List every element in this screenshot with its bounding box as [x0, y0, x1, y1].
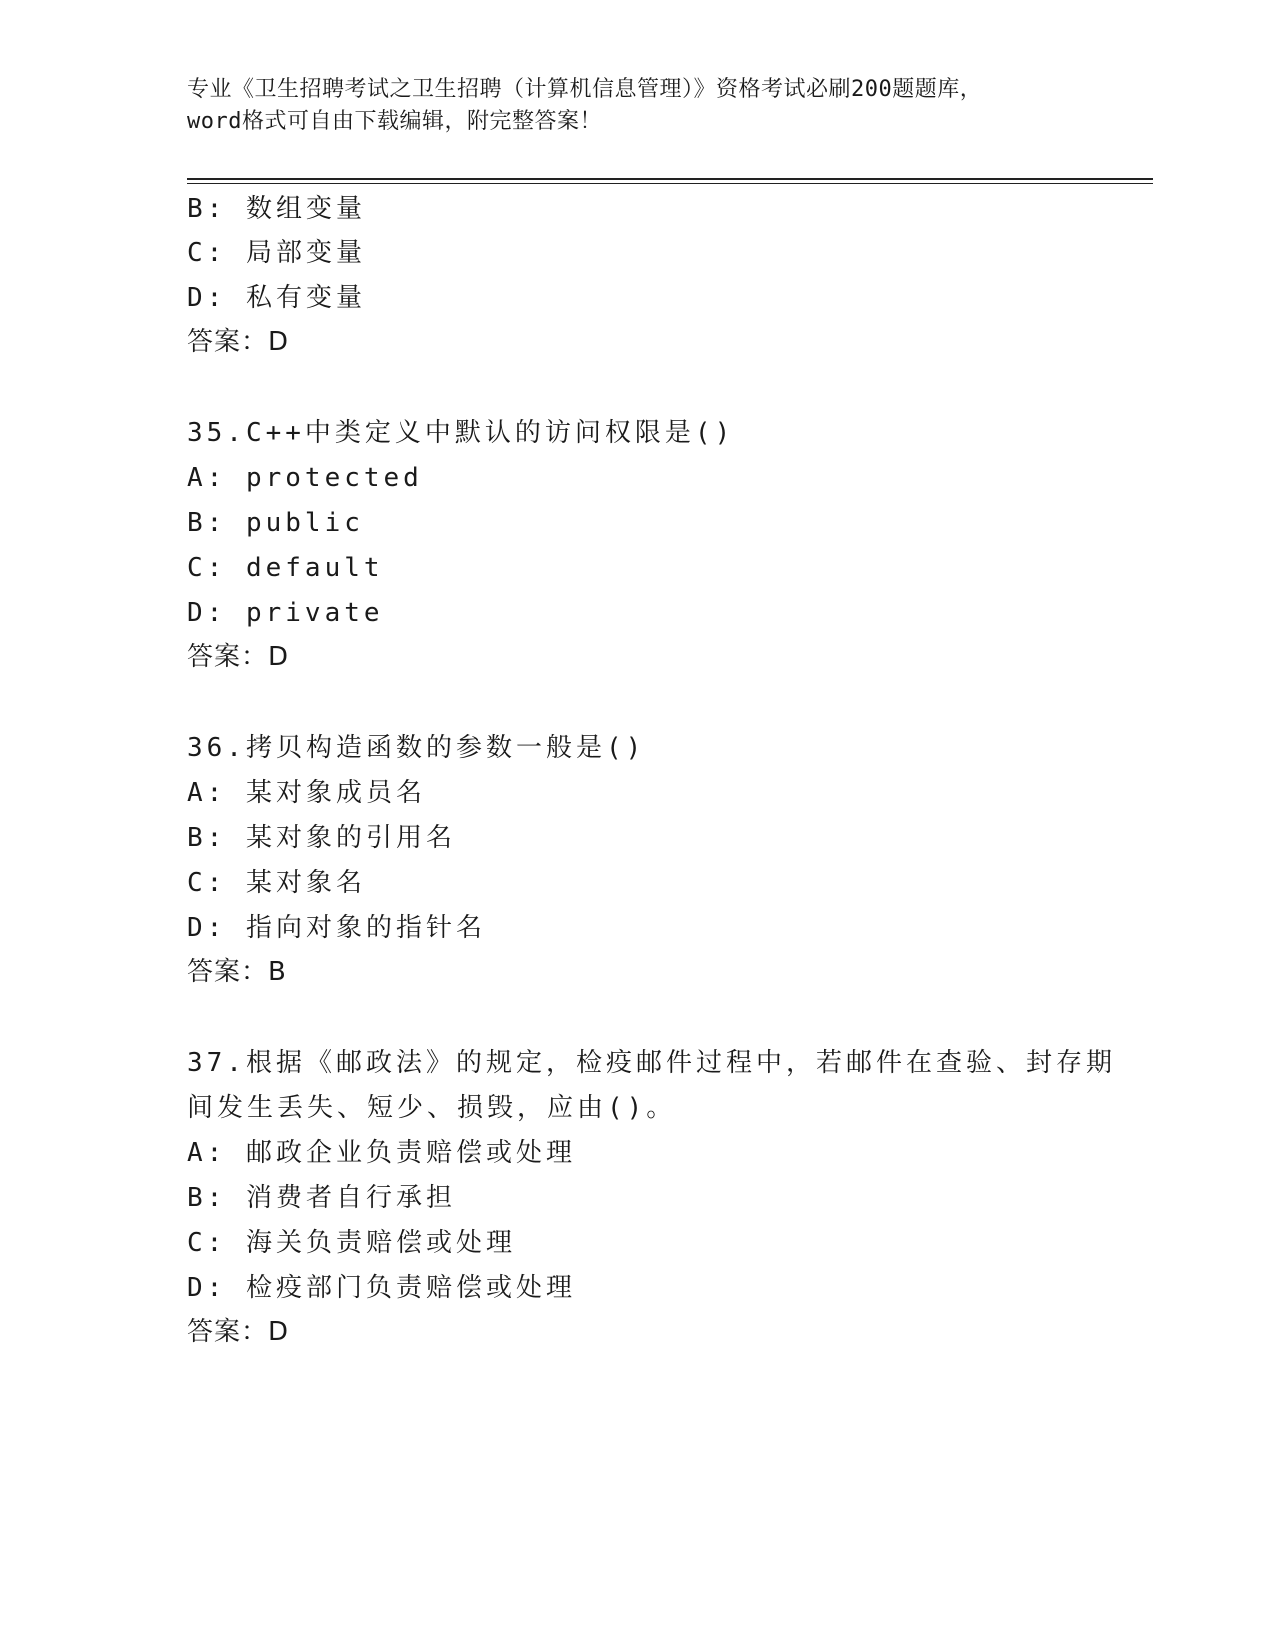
q34-option-c: C: 局部变量	[187, 238, 366, 268]
q36-option-b: B: 某对象的引用名	[187, 823, 456, 853]
q36-option-a: A: 某对象成员名	[187, 778, 426, 808]
header-divider-thick	[187, 178, 1153, 180]
q36-option-d: D: 指向对象的指针名	[187, 913, 486, 943]
q35-option-d: D: private	[187, 598, 384, 628]
q37-option-a: A: 邮政企业负责赔偿或处理	[187, 1138, 576, 1168]
q37-stem-line-2: 间发生丢失、短少、损毁，应由()。	[187, 1093, 677, 1123]
q34-answer: 答案：D	[187, 327, 290, 357]
q36-stem: 36.拷贝构造函数的参数一般是()	[187, 733, 646, 763]
q37-option-b: B: 消费者自行承担	[187, 1183, 456, 1213]
q37-option-c: C: 海关负责赔偿或处理	[187, 1228, 516, 1258]
q37-stem-line-1: 37.根据《邮政法》的规定，检疫邮件过程中，若邮件在查验、封存期	[187, 1048, 1116, 1078]
q35-stem: 35.C++中类定义中默认的访问权限是()	[187, 418, 735, 448]
q35-option-a: A: protected	[187, 463, 423, 493]
q37-option-d: D: 检疫部门负责赔偿或处理	[187, 1273, 576, 1303]
q34-option-d: D: 私有变量	[187, 283, 366, 313]
header-divider-thin	[187, 183, 1153, 184]
document-header	[187, 74, 1087, 138]
q34-option-b: B: 数组变量	[187, 194, 366, 224]
header-line-2: word格式可自由下载编辑，附完整答案！	[187, 109, 602, 134]
q35-option-c: C: default	[187, 553, 384, 583]
header-line-1: 专业《卫生招聘考试之卫生招聘（计算机信息管理）》资格考试必刷200题题库，	[187, 77, 983, 102]
q35-option-b: B: public	[187, 508, 364, 538]
q36-answer: 答案：B	[187, 957, 287, 987]
q37-answer: 答案：D	[187, 1317, 290, 1347]
q36-option-c: C: 某对象名	[187, 868, 366, 898]
q35-answer: 答案：D	[187, 642, 290, 672]
